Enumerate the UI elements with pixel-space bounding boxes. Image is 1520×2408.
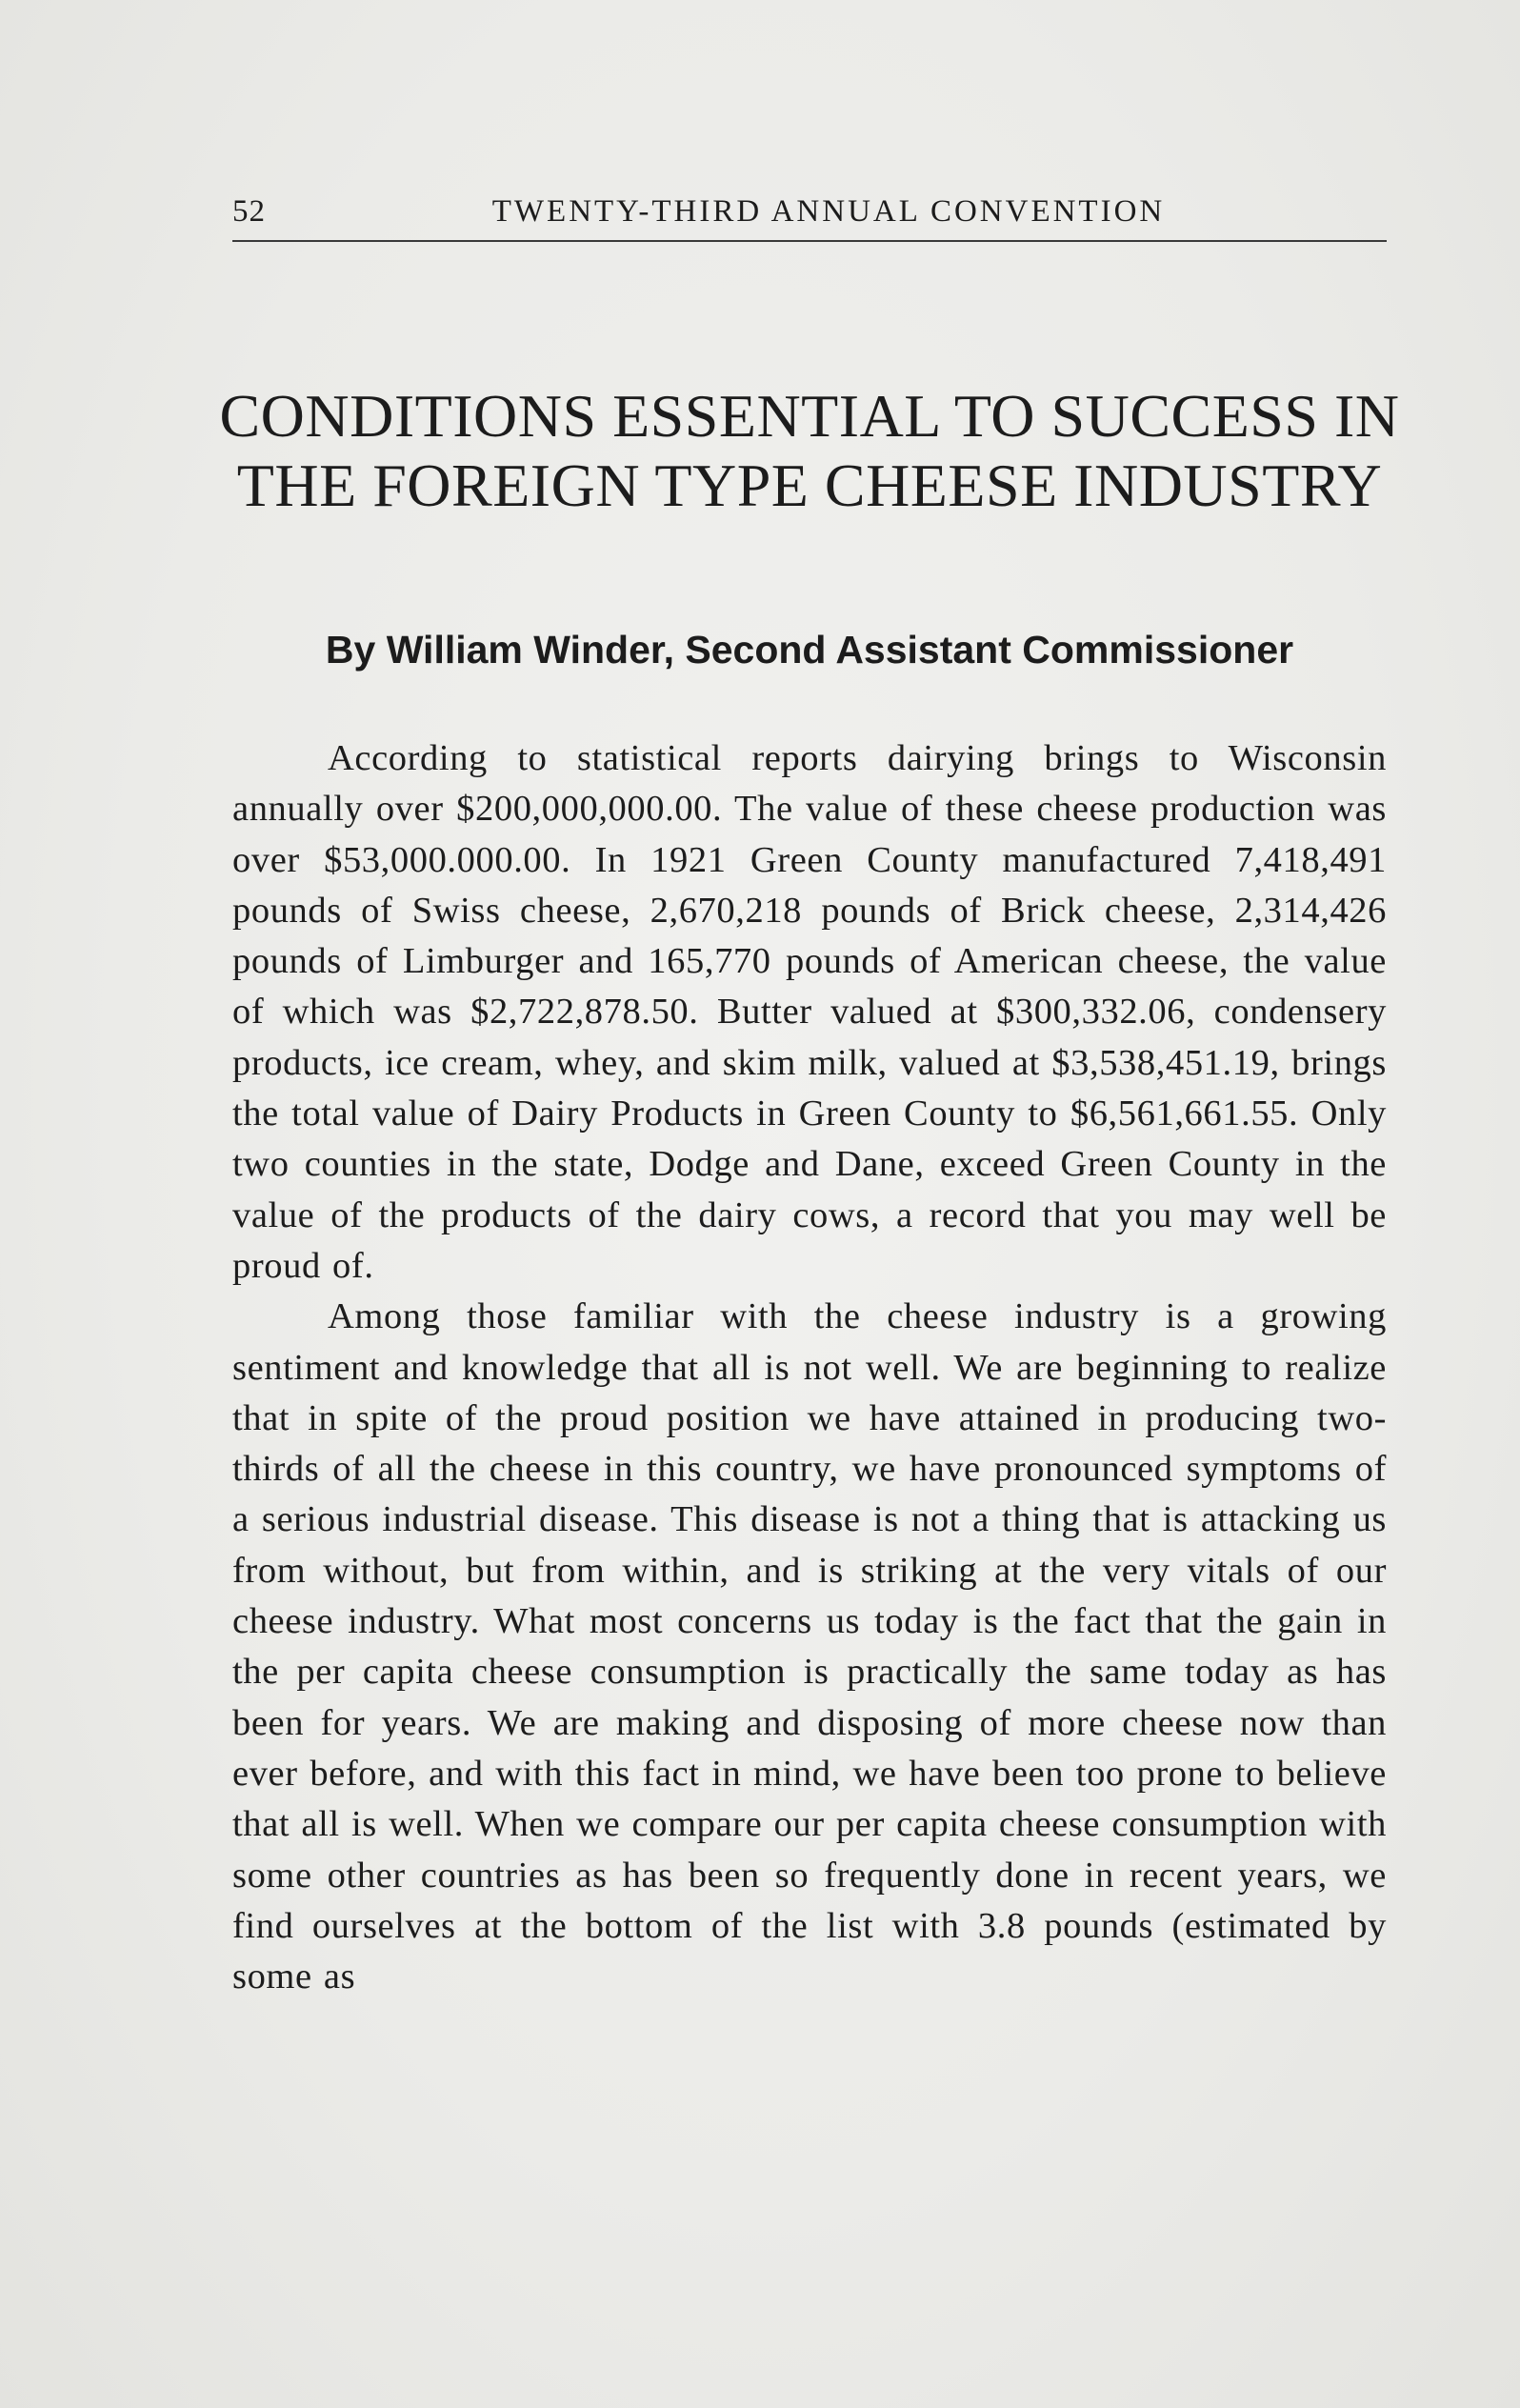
paragraph: Among those familiar with the cheese industry is a growing sentiment and knowledge that all is not well. We are beginning to realize that in spite of the proud position we have attained in producing two-thirds of all the cheese in this country, we have pronounced symptoms of a serious industrial disease. This disease is not a thing that is attacking us from without, but from within, and is striking at the very vitals of our cheese industry. What most concerns us today is the fact that the gain in the per capita cheese consumption is practically the same today as has been for years. We are making and disposing of more cheese now than ever before, and with this fact in mind, we have been too prone to believe that all is well. When we compare our per capita cheese consumption with some other countries as has been so frequently done in recent years, we find ourselves at the bottom of the list with 3.8 pounds (estimated by some as [232,1296,1387,1997]
page-number: 52 [232,194,266,229]
article-title: CONDITIONS ESSENTIAL TO SUCCESS IN THE FOREIGN TYPE CHEESE INDUSTRY [219,382,1400,519]
article-body [232,733,1387,2002]
running-title: TWENTY-THIRD ANNUAL CONVENTION [491,194,1166,229]
running-header [232,187,1387,242]
byline: By William Winder, Second Assistant Commissioner [325,628,1294,672]
paragraph: According to statistical reports dairying brings to Wisconsin annually over $200,000,000.00. The value of these cheese production was over $53,000.000.00. In 1921 Green County manufactured 7,418,491 pounds of Swiss cheese, 2,670,218 pounds of Brick cheese, 2,314,426 pounds of Limburger and 165,770 pounds of American cheese, the value of which was $2,722,878.50. Butter valued at $300,332.06, condensery products, ice cream, whey, and skim milk, valued at $3,538,451.19, brings the total value of Dairy Products in Green County to $6,561,661.55. Only two counties in the state, Dodge and Dane, exceed Green County in the value of the products of the dairy cows, a record that you may well be proud of. [232,738,1387,1286]
